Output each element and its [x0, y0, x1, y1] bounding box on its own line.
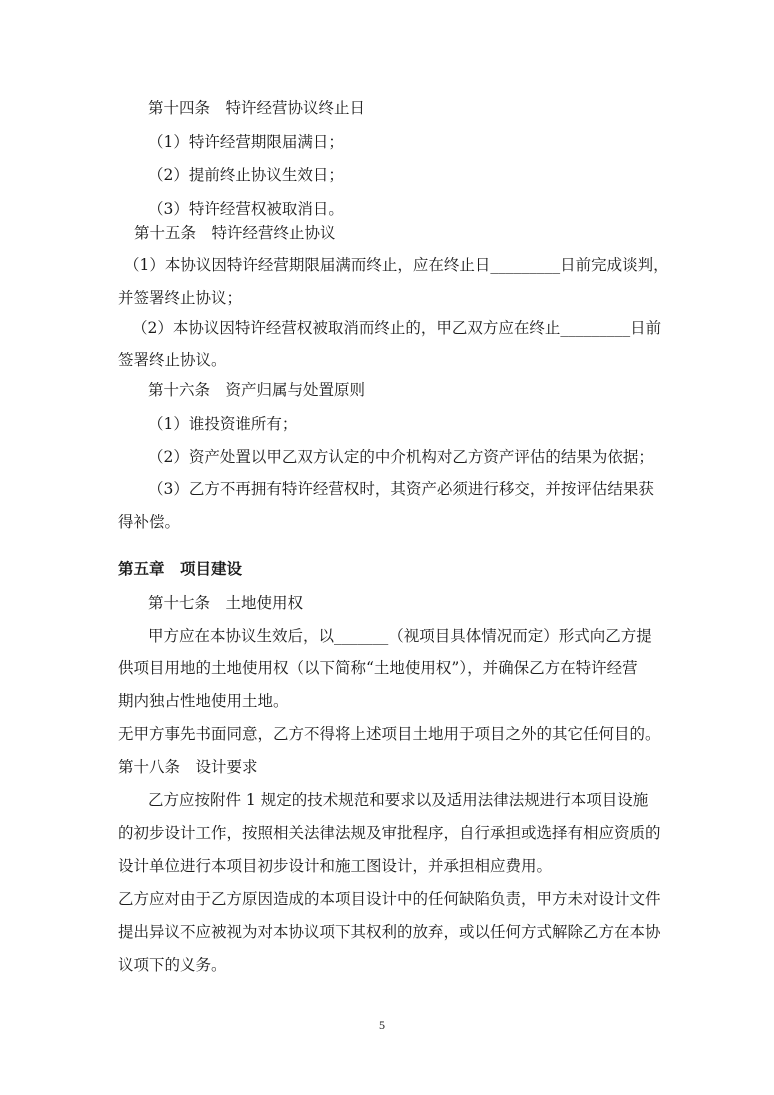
article-17-para-1-line-1: 甲方应在本协议生效后，以_______（视项目具体情况而定）形式向乙方提 [148, 627, 652, 645]
page-number: 5 [379, 1018, 385, 1032]
chapter-5-heading: 第五章 项目建设 [118, 559, 243, 578]
article-14-item-3: （3）特许经营权被取消日。 [148, 200, 344, 218]
article-15-item-1-line-2: 并签署终止协议； [118, 289, 243, 307]
article-16-item-3-line-1: （3）乙方不再拥有特许经营权时，其资产必须进行移交，并按评估结果获 [148, 480, 654, 498]
article-17-para-2: 无甲方事先书面同意，乙方不得将上述项目土地用于项目之外的其它任何目的。 [118, 725, 661, 743]
article-18-para-1-line-3: 设计单位进行本项目初步设计和施工图设计，并承担相应费用。 [118, 857, 553, 875]
article-15-item-1-line-1: （1）本协议因特许经营期限届满而终止，应在终止日_________日前完成谈判， [124, 256, 669, 274]
article-15-heading: 第十五条 特许经营终止协议 [134, 224, 336, 242]
article-14-item-1: （1）特许经营期限届满日； [148, 133, 344, 151]
article-18-para-1-line-1: 乙方应按附件 1 规定的技术规范和要求以及适用法律法规进行本项目设施 [148, 791, 649, 809]
article-18-para-2-line-1: 乙方应对由于乙方原因造成的本项目设计中的任何缺陷负责，甲方未对设计文件 [118, 890, 661, 908]
article-15-item-2-line-2: 签署终止协议。 [118, 351, 227, 369]
article-17-para-1-line-3: 期内独占性地使用土地。 [118, 692, 289, 710]
article-14-item-2: （2）提前终止协议生效日； [148, 166, 344, 184]
article-17-heading: 第十七条 土地使用权 [148, 594, 304, 612]
article-17-para-1-line-2: 供项目用地的土地使用权（以下简称“土地使用权”），并确保乙方在特许经营 [118, 659, 638, 677]
article-18-para-2-line-2: 提出异议不应被视为对本协议项下其权利的放弃，或以任何方式解除乙方在本协 [118, 923, 661, 941]
article-14-heading: 第十四条 特许经营协议终止日 [148, 99, 366, 117]
article-18-heading: 第十八条 设计要求 [118, 758, 258, 776]
article-16-heading: 第十六条 资产归属与处置原则 [148, 381, 366, 399]
article-16-item-2: （2）资产处置以甲乙双方认定的中介机构对乙方资产评估的结果为依据； [148, 448, 654, 466]
article-18-para-1-line-2: 的初步设计工作，按照相关法律法规及审批程序，自行承担或选择有相应资质的 [118, 824, 661, 842]
article-16-item-3-line-2: 得补偿。 [118, 513, 181, 531]
article-15-item-2-line-1: （2）本协议因特许经营权被取消而终止的，甲乙双方应在终止_________日前 [132, 319, 662, 337]
article-16-item-1: （1）谁投资谁所有； [148, 415, 298, 433]
article-18-para-2-line-3: 议项下的义务。 [118, 956, 227, 974]
